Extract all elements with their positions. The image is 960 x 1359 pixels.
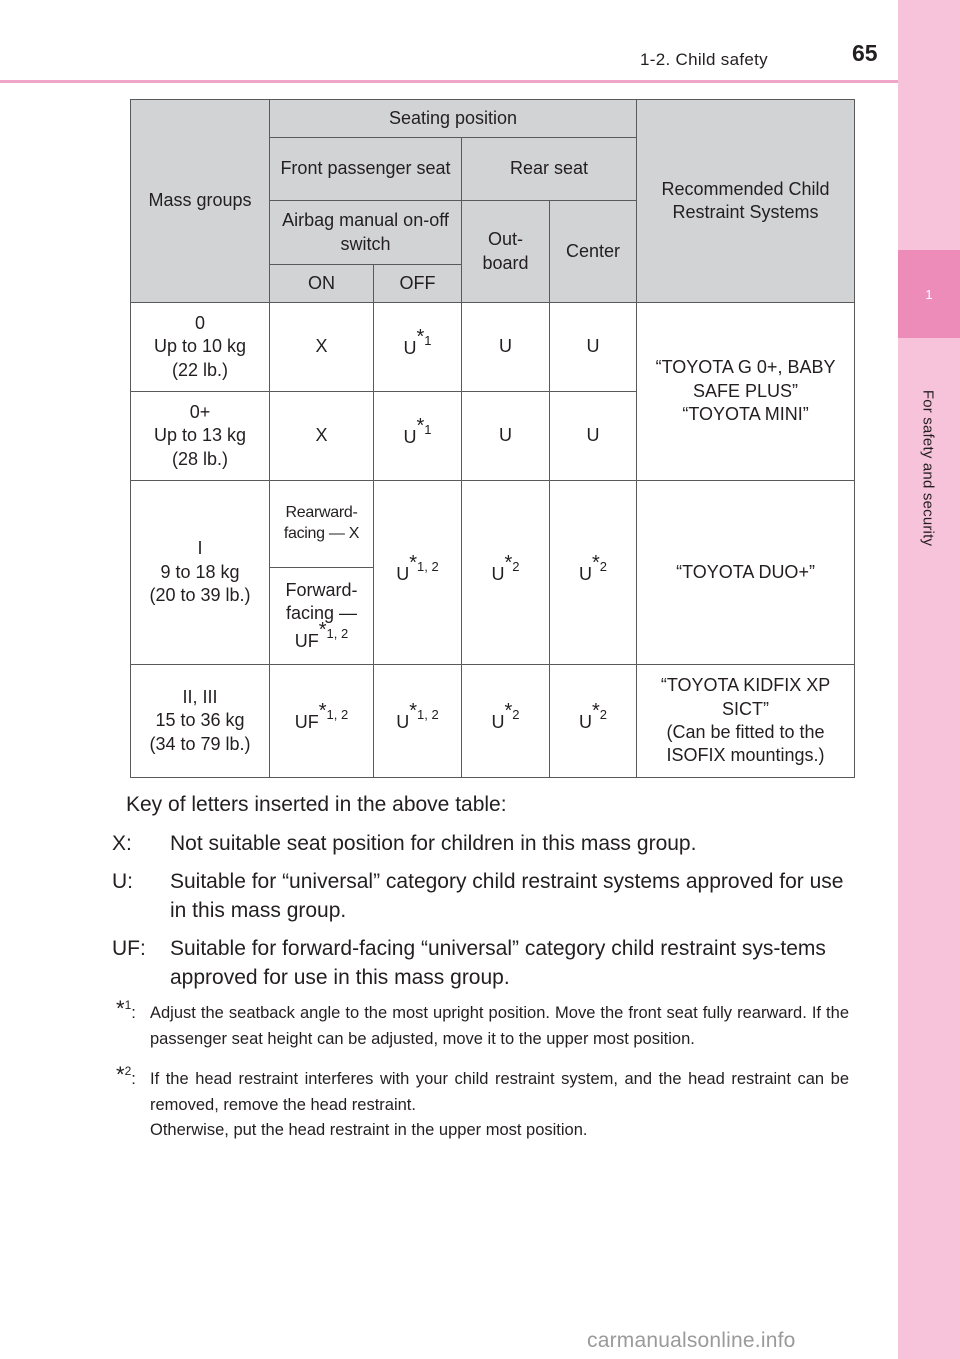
key-letter: UF: [112, 936, 146, 960]
footnote-text: Adjust the seatback angle to the most upright position. Move the front seat fully rearward. If the passenger seat height can be adjusted, move it to the upper most position. [150, 1004, 849, 1048]
forward-label: Forward-facing — [285, 579, 358, 624]
footnote-marker: *$^2$: [116, 1062, 136, 1089]
mass-group-cell: II, III 15 to 36 kg (34 to 79 lb.) [131, 665, 270, 778]
header-front-passenger-seat: Front passenger seat [270, 138, 462, 201]
off-value: U [403, 427, 417, 448]
asterisk-mark: * [592, 551, 600, 574]
note-ref: 2 [599, 558, 608, 574]
header-airbag-switch: Airbag manual on-off switch [270, 201, 462, 265]
note-ref: 1 [424, 422, 432, 438]
chapter-title: For safety and security [919, 389, 937, 547]
key-text: Suitable for “universal” category child restraint systems approved for use in this mass group. [170, 869, 844, 923]
header-rule [0, 80, 898, 83]
header-on: ON [270, 265, 374, 303]
recommended-cell: “TOYOTA G 0+, BABY SAFE PLUS” “TOYOTA MINI” [637, 303, 855, 481]
center-cell: U [550, 392, 637, 481]
center-value: U [579, 712, 592, 733]
section-title: 1-2. Child safety [640, 50, 768, 69]
table-row [131, 303, 855, 392]
asterisk-mark: * [504, 700, 513, 723]
header-recommended: Recommended Child Restraint Systems [637, 100, 855, 303]
rearward-cell: Rearward-facing — X [270, 481, 374, 568]
outboard-cell: U [462, 392, 550, 481]
note-ref: 1 [424, 333, 432, 349]
key-item [112, 829, 850, 858]
key-text: Not suitable seat position for children in this mass group. [170, 832, 697, 856]
key-heading: Key of letters inserted in the above table: [126, 793, 507, 816]
note-ref: 1, 2 [326, 625, 349, 641]
center-cell [550, 665, 637, 778]
header-center: Center [550, 201, 637, 303]
key-letter: X: [112, 832, 132, 856]
chapter-number: 1 [898, 250, 960, 338]
asterisk-mark: * [318, 700, 327, 723]
page-number: 65 [852, 40, 878, 66]
asterisk-mark: * [409, 700, 418, 723]
asterisk-mark: * [409, 551, 418, 574]
outboard-cell [462, 665, 550, 778]
outboard-cell: U [462, 303, 550, 392]
on-cell: X [270, 303, 374, 392]
key-item [112, 867, 850, 926]
off-value: U [396, 712, 410, 733]
recommended-cell: “TOYOTA KIDFIX XP SICT” (Can be fitted to the ISOFIX mountings.) [637, 665, 855, 778]
center-cell [550, 481, 637, 665]
seating-table [130, 99, 855, 778]
asterisk-mark: * [318, 618, 327, 641]
asterisk-mark: * [416, 415, 425, 438]
table-row [131, 665, 855, 778]
off-value: U [396, 563, 410, 584]
asterisk-mark: * [504, 551, 513, 574]
footnotes [116, 996, 849, 1154]
off-value: U [403, 338, 417, 359]
on-cell [270, 665, 374, 778]
note-ref: 1, 2 [326, 707, 349, 723]
header-off: OFF [374, 265, 462, 303]
outboard-cell [462, 481, 550, 665]
key-text: Suitable for forward-facing “universal” category child restraint sys-tems approved for use in this mass group. [170, 936, 826, 989]
side-tab [898, 0, 960, 1359]
footnote-text: Otherwise, put the head restraint in the upper most position. [150, 1121, 588, 1140]
note-ref: 2 [512, 558, 520, 574]
off-cell [374, 481, 462, 665]
watermark: carmanualsonline.info [587, 1329, 796, 1352]
mass-group-cell: 0 Up to 10 kg (22 lb.) [131, 303, 270, 392]
header-mass-groups: Mass groups [131, 100, 270, 303]
recommended-cell: “TOYOTA DUO+” [637, 481, 855, 665]
asterisk-mark: * [416, 326, 425, 349]
note-ref: 2 [599, 707, 608, 723]
center-cell: U [550, 303, 637, 392]
footnote-number: 1 [124, 998, 132, 1012]
key-item [112, 934, 850, 993]
mass-group-cell: 0+ Up to 13 kg (28 lb.) [131, 392, 270, 481]
outboard-value: U [491, 712, 505, 733]
header-seating-position: Seating position [270, 100, 637, 138]
table-row [131, 481, 855, 568]
mass-group-cell: I 9 to 18 kg (20 to 39 lb.) [131, 481, 270, 665]
outboard-value: U [491, 563, 505, 584]
asterisk-mark: * [592, 700, 600, 723]
off-cell [374, 392, 462, 481]
asterisk-mark: * [116, 1062, 125, 1088]
letter-key [112, 790, 850, 1000]
forward-cell [270, 568, 374, 665]
header-outboard: Out- board [462, 201, 550, 303]
on-cell: X [270, 392, 374, 481]
center-value: U [579, 563, 592, 584]
note-ref: 1, 2 [417, 707, 439, 723]
key-letter: U: [112, 869, 133, 893]
off-cell [374, 303, 462, 392]
on-value: UF [294, 712, 319, 733]
asterisk-mark: * [116, 996, 125, 1021]
footnote-number: 2 [124, 1064, 132, 1079]
footnote-marker: *$^1$: [116, 996, 136, 1022]
note-ref: 1, 2 [417, 558, 439, 574]
footnote [116, 996, 849, 1052]
forward-value: UF [294, 630, 319, 651]
footnote [116, 1062, 849, 1144]
footnote-text: If the head restraint interferes with your child restraint system, and the head restraint can be removed, remove the head restraint. [150, 1070, 849, 1114]
off-cell [374, 665, 462, 778]
header-rear-seat: Rear seat [462, 138, 637, 201]
note-ref: 2 [512, 707, 520, 723]
